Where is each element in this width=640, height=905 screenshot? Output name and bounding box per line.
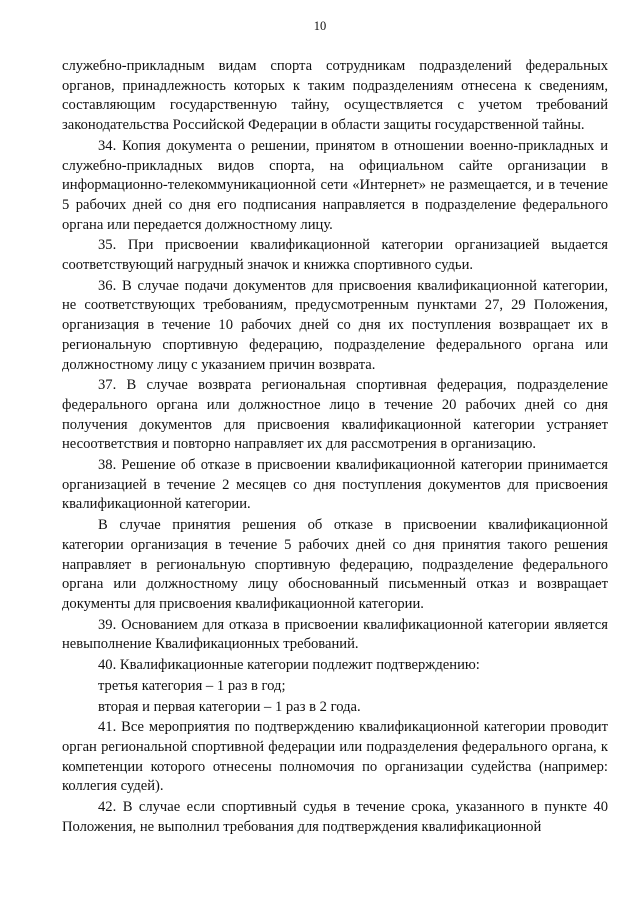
paragraph-36: 36. В случае подачи документов для присвоения квалификационной категории, не соответствующих требованиям, предусмотренным пунктами 27, 29 Положения, организация в течение 10 рабочих дней со дня их поступления возвращает их в региональную спортивную федерацию, подразделение федерального органа или должностному лицу с указанием причин возврата. (62, 277, 608, 373)
paragraph-41: 41. Все мероприятия по подтверждению квалификационной категории проводит орган региональной спортивной федерации или подразделения федерального органа, к компетенции которого отнесены полномочия по организации судейства (например: коллегия судей). (62, 719, 608, 795)
paragraph-42: 42. В случае если спортивный судья в течение срока, указанного в пункте 40 Положения, не выполнил требования для подтверждения квалификационной (62, 799, 608, 835)
paragraph-38: 38. Решение об отказе в присвоении квалификационной категории принимается организацией в течение 2 месяцев со дня поступления документов для присвоения квалификационной категории. (62, 457, 608, 513)
document-body (62, 57, 608, 837)
paragraph-40: 40. Квалификационные категории подлежит подтверждению: (98, 657, 480, 674)
paragraph-37: 37. В случае возврата региональная спортивная федерация, подразделение федерального органа или должностное лицо в течение 20 рабочих дней со дня получения документов для присвоения квалификационной категории устраняет несоответствия и повторно направляет их для рассмотрения в организацию. (62, 377, 608, 453)
paragraph-35: 35. При присвоении квалификационной категории организацией выдается соответствующий нагрудный значок и книжка спортивного судьи. (62, 237, 608, 274)
page-number: 10 (313, 19, 327, 33)
paragraph-continuation: служебно-прикладным видам спорта сотрудникам подразделений федеральных органов, принадлежность которых к таким подразделениям отнесена к сведениям, составляющим государственную тайну, осуществляется с учетом требований законодательства Российской Федерации в области защиты государственной тайны. (62, 58, 608, 134)
paragraph-39: 39. Основанием для отказа в присвоении квалификационной категории является невыполнение Квалификационных требований. (62, 616, 608, 653)
paragraph-38-continued: В случае принятия решения об отказе в присвоении квалификационной категории организация в течение 5 рабочих дней со дня принятия такого решения направляет в региональную спортивную федерацию, подразделение федерального органа или должностному лицу обоснованный письменный отказ и возвращает документы для присвоения квалификационной категории. (62, 517, 608, 612)
paragraph-40-item-third: третья категория – 1 раз в год; (98, 677, 286, 694)
paragraph-40-item-second-first: вторая и первая категории – 1 раз в 2 года. (98, 698, 361, 715)
paragraph-34: 34. Копия документа о решении, принятом в отношении военно-прикладных и служебно-прикладных видов спорта, на официальном сайте организации в информационно-телекоммуникационной сети «Интернет» не размещается, и в течение 5 рабочих дней со дня его подписания направляется в подразделение федерального органа или передается должностному лицу. (62, 137, 608, 233)
